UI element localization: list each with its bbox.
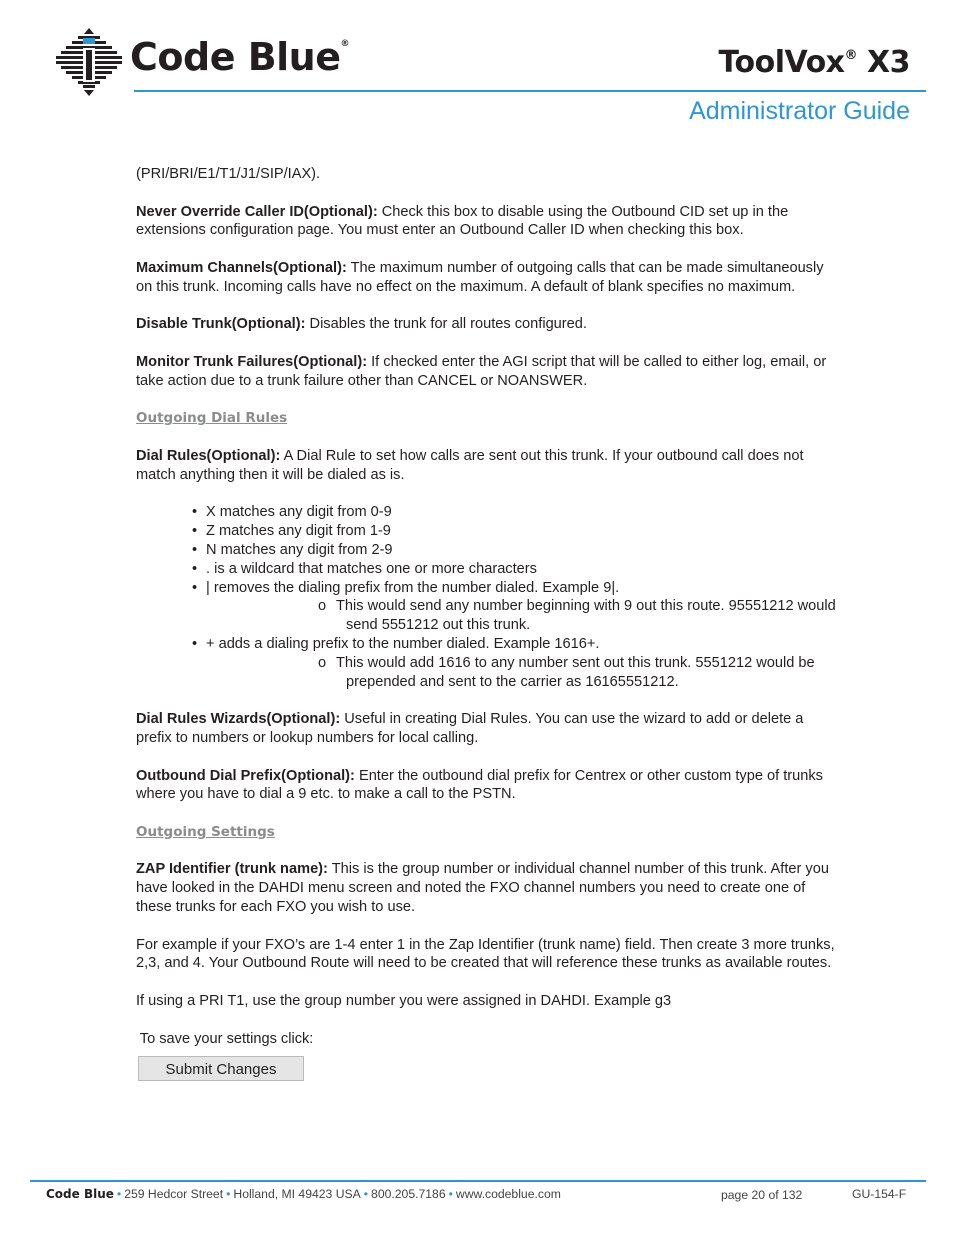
dial-wizards-paragraph (136, 710, 836, 748)
zap-identifier-text: This is the group number or individual channel number of this trunk. After you have looked in the DAHDI menu screen and noted the FXO channel numbers you need to create one of these trunks for each FXO you wish to use. (136, 861, 829, 916)
footer-separator: • (226, 1187, 231, 1201)
max-channels-label: Maximum Channels(Optional): (136, 259, 347, 276)
list-item-text: X matches any digit from 0-9 (206, 504, 392, 521)
disable-trunk-text: Disables the trunk for all routes configured. (305, 316, 587, 333)
sub-bullet-glyph: o (318, 654, 327, 671)
logo-registered-mark: ® (340, 39, 350, 49)
logo-text: Code Blue (130, 35, 341, 79)
code-blue-logo-mark (56, 28, 122, 96)
list-item (136, 579, 836, 635)
sub-item-line1: This would add 1616 to any number sent out this trunk. 5551212 would be (336, 654, 815, 671)
bullet-glyph: • (192, 579, 198, 596)
footer-divider (30, 1180, 926, 1182)
outbound-prefix-paragraph (136, 767, 836, 805)
pri-paragraph: If using a PRI T1, use the group number you were assigned in DAHDI. Example g3 (136, 993, 672, 1010)
sub-bullet-glyph: o (318, 598, 327, 615)
zap-identifier-paragraph (136, 860, 836, 916)
list-item (136, 522, 836, 541)
list-item-text: | removes the dialing prefix from the number dialed. Example 9|. (206, 579, 620, 596)
dial-rules-paragraph (136, 447, 836, 485)
dial-rules-list (136, 503, 836, 691)
monitor-failures-text: If checked enter the AGI script that will be called to either log, email, or take action due to a trunk failure other than CANCEL or NOANSWER. (136, 353, 827, 389)
product-title (718, 45, 910, 80)
footer-brand: Code Blue (46, 1187, 114, 1201)
footer-separator: • (448, 1187, 453, 1201)
list-item-text: + adds a dialing prefix to the number dialed. Example 1616+. (206, 635, 600, 652)
max-channels-text: The maximum number of outgoing calls that can be made simultaneously on this trunk. Incoming calls have no effect on the maximum. A default of blank specifies no maximum. (136, 259, 824, 295)
sub-item-line2: send 5551212 out this trunk. (346, 617, 531, 634)
zap-identifier-label: ZAP Identifier (trunk name): (136, 861, 328, 878)
bullet-glyph: • (192, 635, 198, 652)
outbound-prefix-label: Outbound Dial Prefix(Optional): (136, 767, 355, 784)
footer-city: Holland, MI 49423 USA (233, 1187, 361, 1201)
footer-separator: • (363, 1187, 369, 1201)
bullet-glyph: • (192, 541, 198, 558)
never-override-paragraph (136, 203, 836, 241)
section-heading-dial-rules: Outgoing Dial Rules (136, 410, 288, 427)
dial-rules-label: Dial Rules(Optional): (136, 447, 281, 464)
sub-list-item (206, 597, 836, 635)
bullet-glyph: • (192, 504, 198, 521)
disable-trunk-paragraph (136, 315, 836, 334)
footer-separator: • (116, 1187, 122, 1201)
document-id: GU-154-F (852, 1187, 907, 1201)
max-channels-paragraph (136, 259, 836, 297)
list-item (136, 503, 836, 522)
list-item-text: N matches any digit from 2-9 (206, 541, 393, 558)
dial-rules-text: A Dial Rule to set how calls are sent out this trunk. If your outbound call does not match anything then it will be dialed as is. (136, 447, 804, 483)
document-body (136, 165, 836, 1081)
footer-contact (46, 1187, 561, 1201)
footer-address: 259 Hedcor Street (124, 1187, 224, 1201)
list-item-text: Z matches any digit from 1-9 (206, 523, 391, 540)
footer-website[interactable]: www.codeblue.com (455, 1187, 561, 1201)
never-override-text: Check this box to disable using the Outbound CID set up in the extensions configuration page. You must enter an Outbound Caller ID when checking this box. (136, 203, 789, 239)
monitor-failures-paragraph (136, 353, 836, 391)
guide-subtitle: Administrator Guide (689, 97, 910, 125)
header-divider (134, 90, 926, 92)
list-item (136, 635, 836, 691)
monitor-failures-label: Monitor Trunk Failures(Optional): (136, 353, 368, 370)
sub-item-line2: prepended and sent to the carrier as 16165551212. (346, 673, 679, 690)
sub-item-line1: This would send any number beginning with 9 out this route. 95551212 would (336, 598, 836, 615)
submit-changes-button[interactable]: Submit Changes (138, 1056, 304, 1081)
product-registered-mark: ® (844, 48, 858, 63)
bullet-glyph: • (192, 523, 198, 540)
dial-wizards-text: Useful in creating Dial Rules. You can use the wizard to add or delete a prefix to numbers or lookup numbers for local calling. (136, 711, 804, 746)
sub-list-item (206, 654, 836, 692)
dial-wizards-label: Dial Rules Wizards(Optional): (136, 711, 341, 728)
never-override-label: Never Override Caller ID(Optional): (136, 203, 378, 220)
product-name: ToolVox (718, 45, 845, 80)
save-instruction: To save your settings click: (136, 1030, 314, 1047)
product-suffix: X3 (857, 45, 910, 80)
logo-wordmark (130, 35, 350, 79)
outbound-prefix-text: Enter the outbound dial prefix for Centrex or other custom type of trunks where you have to dial a 9 etc. to make a call to the PSTN. (136, 767, 823, 803)
list-item (136, 541, 836, 560)
intro-text: (PRI/BRI/E1/T1/J1/SIP/IAX). (136, 166, 321, 182)
bullet-glyph: • (192, 560, 198, 577)
footer-phone: 800.205.7186 (371, 1187, 446, 1201)
list-item-text: . is a wildcard that matches one or more characters (206, 560, 537, 577)
example-paragraph: For example if your FXO’s are 1-4 enter 1 in the Zap Identifier (trunk name) field. Then create 3 more trunks, 2,3, and 4. Your Outbound Route will need to be created that will reference these trunks as available routes. (136, 936, 835, 972)
disable-trunk-label: Disable Trunk(Optional): (136, 316, 306, 333)
section-heading-settings: Outgoing Settings (136, 823, 275, 840)
list-item (136, 560, 836, 579)
page-number: page 20 of 132 (721, 1188, 803, 1202)
